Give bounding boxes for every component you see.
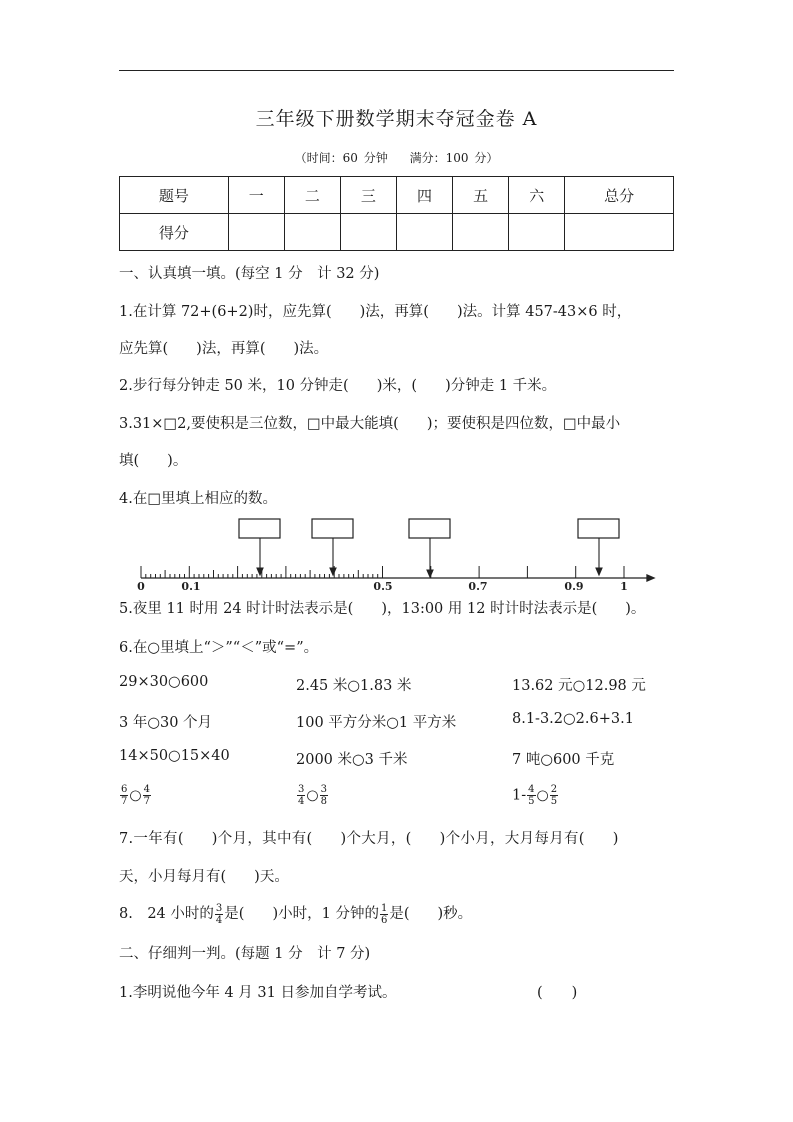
q1-line2 [119,337,328,358]
header-cell: 五 [453,177,509,214]
denominator: 6 [380,914,388,926]
q1-line1 [119,300,631,321]
q6-text: 6.在○里填上“＞”“＜”或“=”。 [119,640,319,656]
numerator: 3 [320,784,327,795]
header-cell: 三 [340,177,396,214]
compare-item: 13.62 元○12.98 元 [512,678,646,694]
score-table-score-row [120,214,674,251]
q1-text: 1.在计算 72+(6+2)时，应先算( [119,304,332,320]
q7-text: )个大月，( [340,831,412,847]
q7-text: )个小月，大月每月有( [439,831,585,847]
denominator: 4 [298,796,305,807]
q3-text: 填( [119,453,140,469]
score-cell[interactable] [340,214,396,251]
answer-box[interactable] [239,519,280,538]
score-cell[interactable] [565,214,674,251]
q7-text: 7.一年有( [119,831,184,847]
numerator: 3 [298,784,305,795]
q5-text: 5.夜里 11 时用 24 时计时法表示是( [119,601,354,617]
denominator: 5 [528,796,535,807]
denominator: 7 [121,796,128,807]
q8-line [119,902,472,926]
compare-item-fraction [296,784,329,807]
tick-label: 0.1 [181,580,201,593]
top-rule [119,70,674,71]
compare-circle[interactable]: ○ [536,787,549,804]
fraction [143,784,151,807]
q2-line [119,374,556,395]
q7-text: )天。 [254,869,289,885]
q8-text: )小时，1 分钟的 [272,906,379,922]
q8-text: 8. 24 小时的 [119,906,214,922]
judge-answer-bracket[interactable]: ( ) [537,985,578,1001]
compare-item-fraction [512,784,559,807]
fraction [320,784,328,807]
q5-text: )，13:00 用 12 时计时法表示是( [381,601,598,617]
numerator: 1 [380,902,388,914]
denominator: 8 [320,796,327,807]
score-cell[interactable] [396,214,452,251]
denominator: 7 [143,796,150,807]
score-table-header-row [120,177,674,214]
q3-text: 3.31×□2,要使积是三位数，□中最大能填( [119,416,399,432]
fraction [215,903,223,926]
score-cell[interactable] [228,214,284,251]
compare-circle[interactable]: ○ [306,787,319,804]
q7-line1 [119,827,619,848]
compare-item: 29×30○600 [119,674,209,690]
compare-item: 2.45 米○1.83 米 [296,678,412,694]
q2-text: )米，( [376,378,418,394]
denominator: 4 [215,914,223,926]
row-label: 得分 [120,214,229,251]
score-cell[interactable] [509,214,565,251]
header-cell: 四 [396,177,452,214]
tick-label: 0.7 [468,580,488,593]
q2-text: )分钟走 1 千米。 [445,378,557,394]
compare-item: 14×50○15×40 [119,748,230,764]
compare-circle[interactable]: ○ [129,787,142,804]
q8-text: 是( [389,906,410,922]
fraction [380,903,388,926]
compare-item: 7 吨○600 千克 [512,752,615,768]
q3-text: )。 [167,453,188,469]
expression-prefix: 1- [512,787,527,804]
q1-text: )法。 [293,341,329,357]
q7-text: )个月，其中有( [211,831,313,847]
compare-item: 8.1-3.2○2.6+3.1 [512,711,634,727]
q1-text: )法，再算( [359,304,429,320]
q7-line2 [119,865,289,886]
tick-label: 0.9 [564,580,584,593]
score-cell[interactable] [453,214,509,251]
numerator: 3 [215,902,223,914]
q3-line1 [119,412,620,433]
header-cell: 总分 [565,177,674,214]
numerator: 4 [528,784,535,795]
answer-box[interactable] [409,519,450,538]
header-cell: 六 [509,177,565,214]
pointer-arrows [257,538,602,577]
tick-label: 0.5 [373,580,393,593]
answer-box[interactable] [578,519,619,538]
score-table [119,176,674,251]
judge-q1-text: 1.李明说他今年 4 月 31 日参加自学考试。 [119,985,397,1001]
numerator: 6 [121,784,128,795]
section-2-heading: 二、仔细判一判。(每题 1 分 计 7 分) [119,946,371,962]
tick-label: 1 [620,580,628,593]
tick-label: 0 [137,580,145,593]
q1-text: )法，再算( [196,341,266,357]
compare-item: 100 平方分米○1 平方米 [296,715,457,731]
number-line-figure [119,512,659,594]
page-title: 三年级下册数学期末夺冠金卷 A [255,108,538,130]
q8-text: )秒。 [437,906,473,922]
q2-text: 2.步行每分钟走 50 米，10 分钟走( [119,378,349,394]
q5-line [119,597,645,618]
header-cell: 二 [284,177,340,214]
number-line-ticks [141,566,624,578]
fraction [120,784,128,807]
q3-text: )；要使积是四位数，□中最小 [426,416,621,432]
section-1-heading: 一、认真填一填。(每空 1 分 计 32 分) [119,266,380,282]
q4-text: 4.在□里填上相应的数。 [119,491,278,507]
numerator: 2 [550,784,558,795]
header-cell: 题号 [120,177,229,214]
q8-text: 是( [224,906,245,922]
fraction [550,784,558,807]
q7-text: 天，小月每月有( [119,869,227,885]
q5-text: )。 [625,601,646,617]
q7-text: ) [612,831,619,847]
compare-item: 3 年○30 个月 [119,715,213,731]
q3-line2 [119,449,187,470]
compare-item: 2000 米○3 千米 [296,752,408,768]
score-cell[interactable] [284,214,340,251]
answer-box[interactable] [312,519,353,538]
denominator: 5 [550,796,558,807]
fraction [527,784,535,807]
full-score: 满分：100 分） [409,151,499,165]
q1-text: )法。计算 457-43×6 时， [456,304,632,320]
q1-text: 应先算( [119,341,169,357]
compare-item-fraction [119,784,152,807]
fraction [297,784,305,807]
exam-info [0,149,793,166]
time-limit: （时间：60 分钟 [294,151,388,165]
numerator: 4 [143,784,150,795]
header-cell: 一 [228,177,284,214]
